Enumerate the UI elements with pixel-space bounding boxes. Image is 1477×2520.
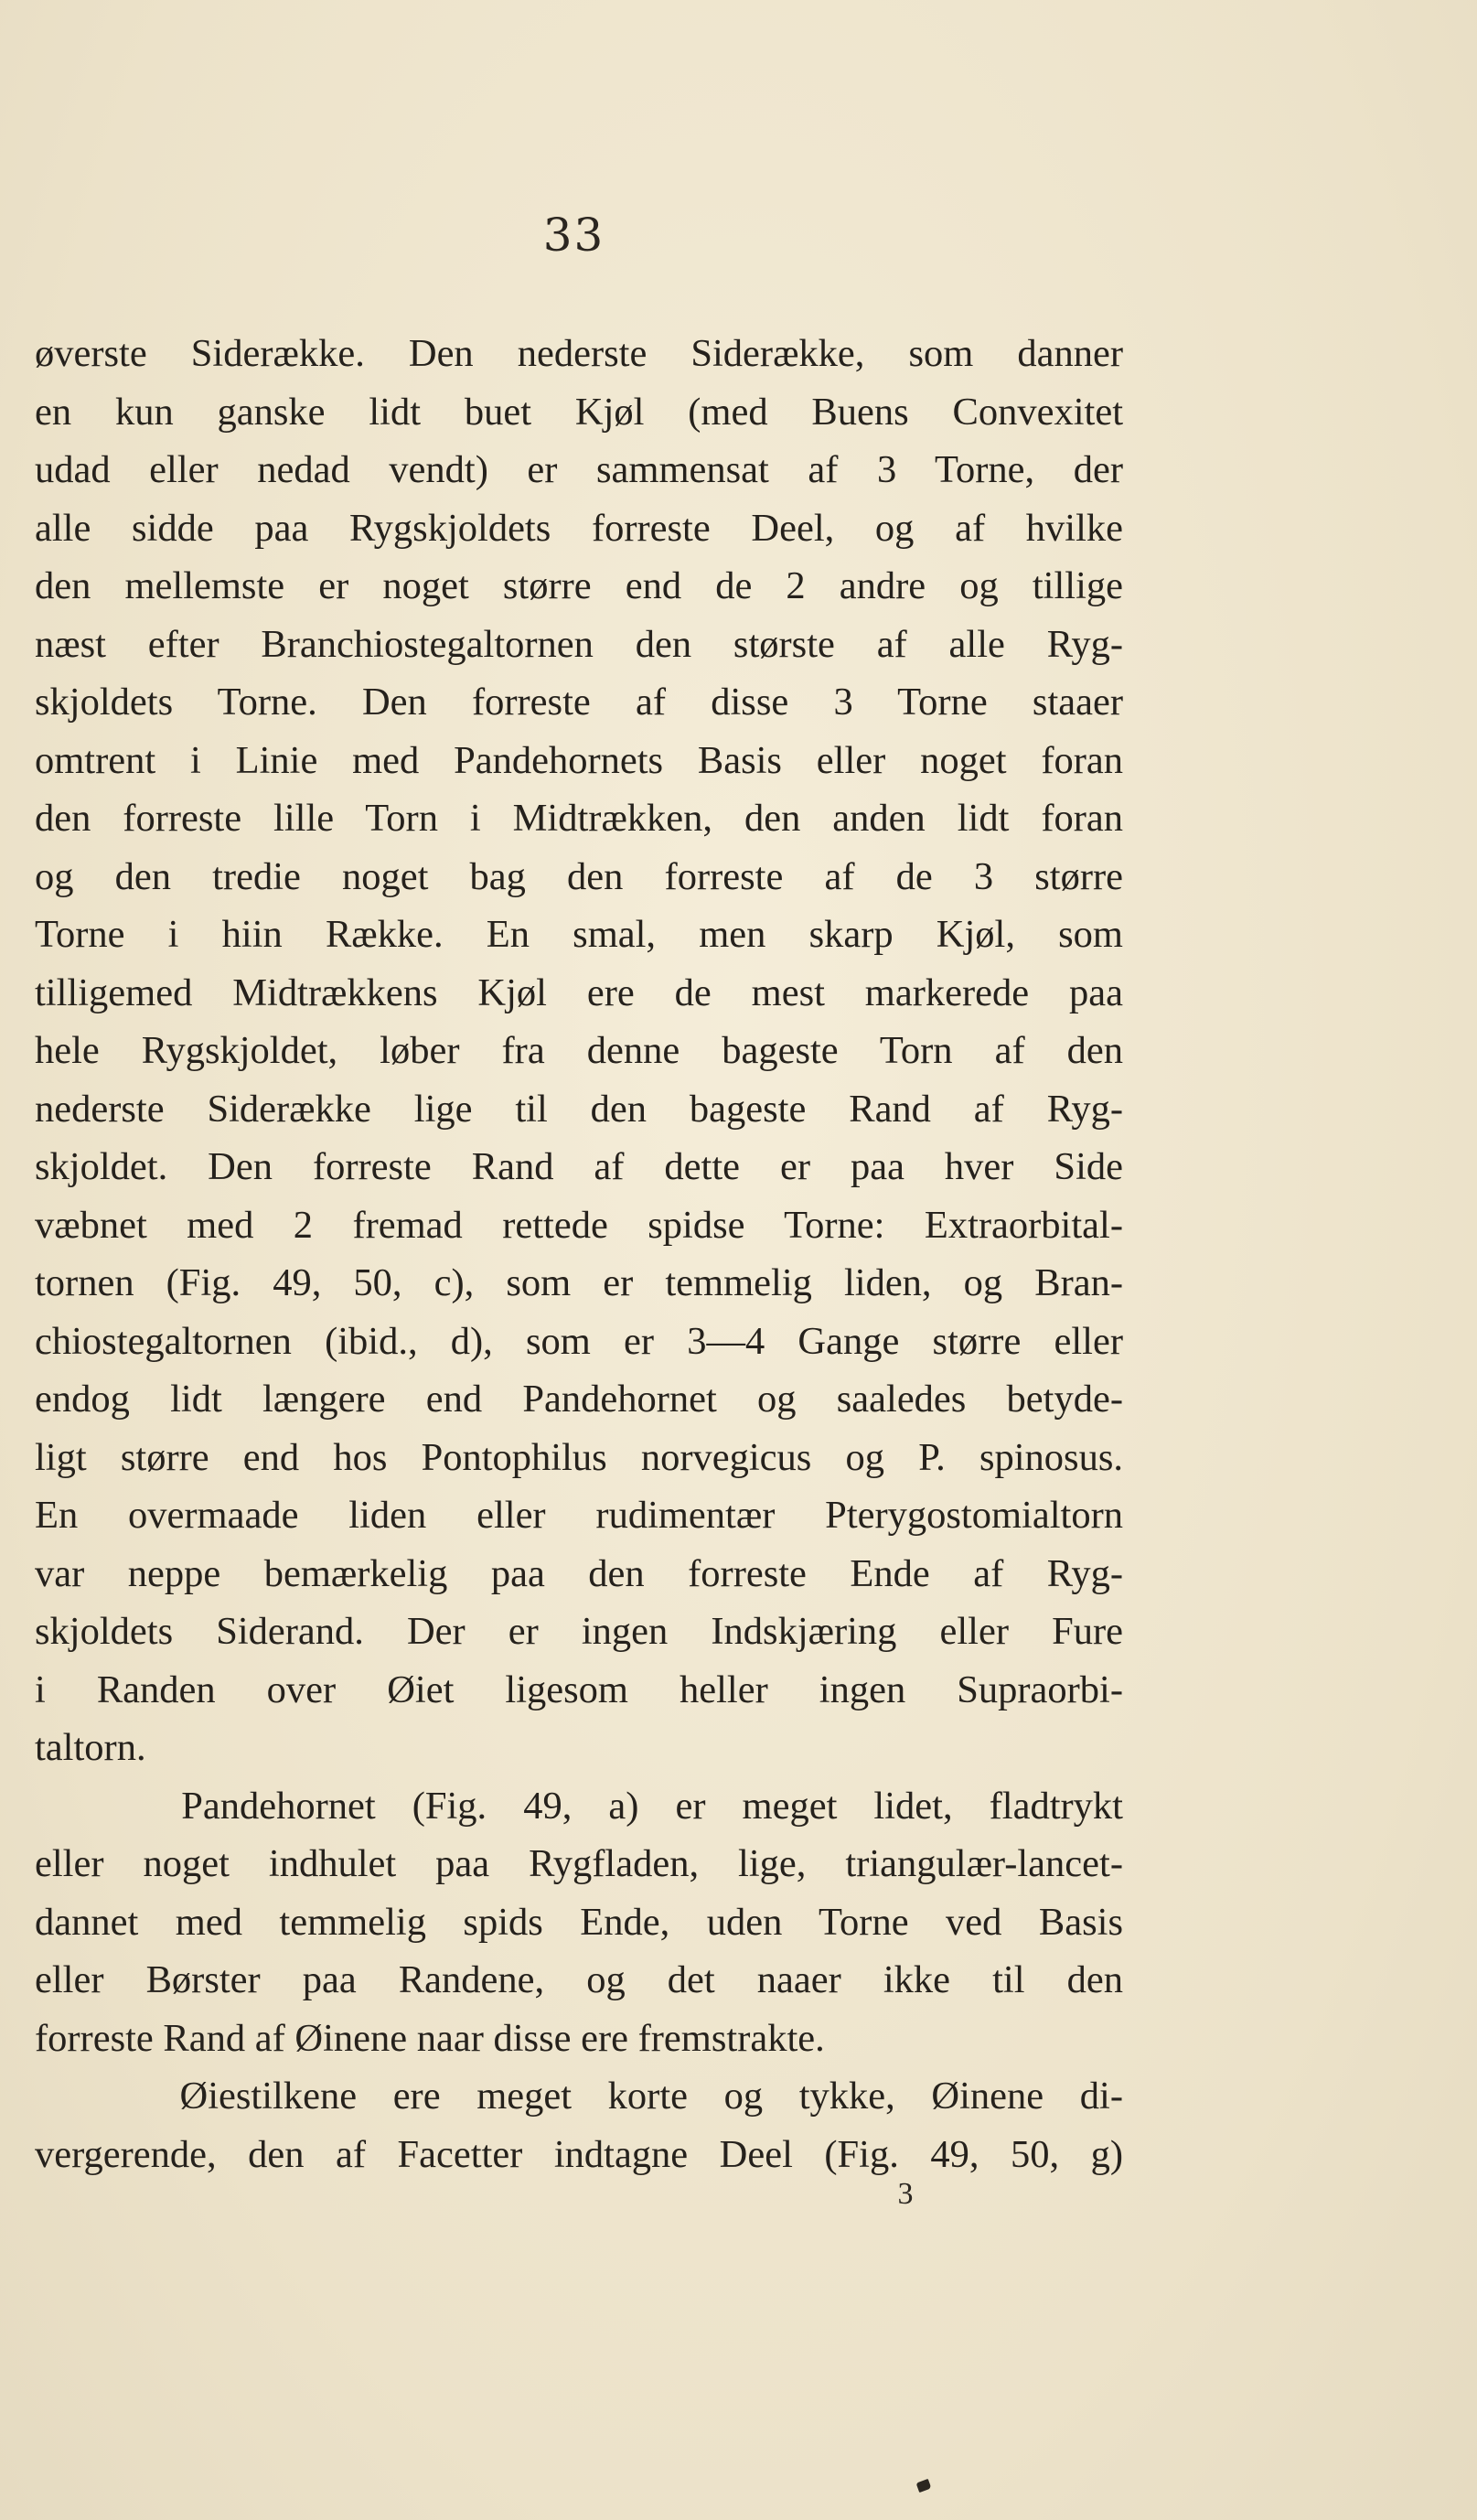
body-text [35,325,1123,2183]
text-line: eller noget indhulet paa Rygfladen, lige, triangulær-lancet- [35,1842,1123,1885]
text-line: eller Børster paa Randene, og det naaer ikke til den [35,1958,1123,2001]
text-line: næst efter Branchiostegaltornen den største af alle Ryg- [35,622,1123,666]
text-line: udad eller nedad vendt) er sammensat af 3 Torne, der [35,448,1123,491]
text-line: skjoldets Siderand. Der er ingen Indskjæring eller Fure [35,1610,1123,1653]
text-line: tornen (Fig. 49, 50, c), som er temmelig liden, og Bran- [35,1261,1123,1304]
text-line: hele Rygskjoldet, løber fra denne bageste Torn af den [35,1029,1123,1072]
text-line: Torne i hiin Række. En smal, men skarp Kjøl, som [35,913,1123,956]
ink-speck [916,2479,932,2493]
text-line: den mellemste er noget større end de 2 andre og tillige [35,564,1123,607]
text-line: alle sidde paa Rygskjoldets forreste Deel, og af hvilke [35,506,1123,550]
page-number: 33 [542,209,605,262]
text-line: vergerende, den af Facetter indtagne Deel (Fig. 49, 50, g) [35,2132,1123,2176]
signature-mark: 3 [897,2177,914,2211]
text-line: ligt større end hos Pontophilus norvegicus og P. spinosus. [35,1435,1123,1479]
text-line: forreste Rand af Øinene naar disse ere fremstrakte. [35,2016,825,2060]
text-line: i Randen over Øiet ligesom heller ingen Supraorbi- [35,1667,1123,1711]
text-line: tilligemed Midtrækkens Kjøl ere de mest markerede paa [35,970,1123,1014]
text-line: og den tredie noget bag den forreste af de 3 større [35,854,1123,898]
text-line: chiostegaltornen (ibid., d), som er 3—4 Gange større eller [35,1319,1123,1363]
text-line: endog lidt længere end Pandehornet og saaledes betyde- [35,1378,1123,1421]
text-line: en kun ganske lidt buet Kjøl (med Buens Convexitet [35,390,1123,434]
text-line: omtrent i Linie med Pandehornets Basis eller noget foran [35,738,1123,782]
text-line: taltorn. [35,1726,146,1769]
text-line: nederste Siderække lige til den bageste Rand af Ryg- [35,1087,1123,1131]
text-line: den forreste lille Torn i Midtrækken, den anden lidt foran [35,797,1123,840]
text-line: Øiestilkene ere meget korte og tykke, Øinene di- [35,2075,1123,2118]
text-line: væbnet med 2 fremad rettede spidse Torne: Extraorbital- [35,1203,1123,1247]
text-line: øverste Siderække. Den nederste Siderække, som danner [35,332,1123,375]
text-line: Pandehornet (Fig. 49, a) er meget lidet, fladtrykt [35,1784,1123,1828]
text-line: skjoldet. Den forreste Rand af dette er paa hver Side [35,1145,1123,1188]
text-line: var neppe bemærkelig paa den forreste Ende af Ryg- [35,1551,1123,1595]
text-line: En overmaade liden eller rudimentær Pterygostomialtorn [35,1494,1123,1537]
text-line: dannet med temmelig spids Ende, uden Torne ved Basis [35,1900,1123,1944]
text-line: skjoldets Torne. Den forreste af disse 3 Torne staaer [35,681,1123,724]
